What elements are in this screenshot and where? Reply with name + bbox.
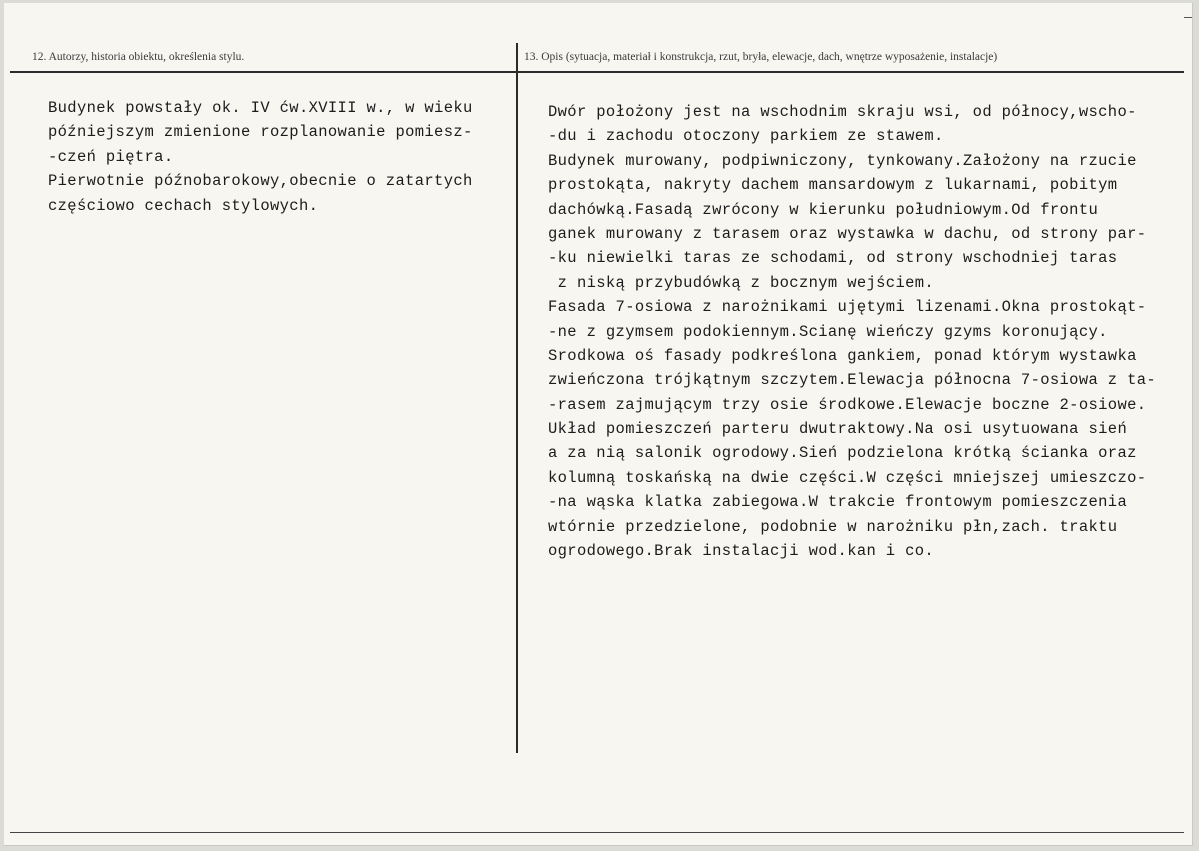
record-card <box>4 3 1193 846</box>
text-line: Układ pomieszczeń parteru dwutraktowy.Na osi usytuowana sień <box>548 420 1128 439</box>
section-13-text <box>548 100 1156 563</box>
text-line: -du i zachodu otoczony parkiem ze stawem. <box>548 127 944 146</box>
text-line: Srodkowa oś fasady podkreślona gankiem, ponad którym wystawka <box>548 346 1137 365</box>
text-line: -na wąska klatka zabiegowa.W trakcie frontowym pomieszczenia <box>548 493 1128 512</box>
text-line: Dwór położony jest na wschodnim skraju wsi, od północy,wscho- <box>548 103 1137 121</box>
text-line: ogrodowego.Brak instalacji wod.kan i co. <box>548 542 935 561</box>
header-divider <box>10 71 1184 73</box>
text-line: -ne z gzymsem podokiennym.Scianę wieńczy gzyms koronujący. <box>548 322 1108 341</box>
text-line: -ku niewielki taras ze schodami, od strony wschodniej taras <box>548 249 1118 268</box>
column-divider <box>516 43 518 753</box>
text-line: późniejszym zmienione rozplanowanie pomiesz- <box>48 123 473 142</box>
section-13-header: 13. Opis (sytuacja, materiał i konstrukcja, rzut, bryła, elewacje, dach, wnętrze wyposażenie, instalacje) <box>524 51 998 63</box>
text-line: prostokąta, nakryty dachem mansardowym z lukarnami, pobitym <box>548 176 1118 195</box>
text-line: -czeń piętra. <box>48 147 174 166</box>
text-line: częściowo cechach stylowych. <box>48 196 319 215</box>
section-12-header: 12. Autorzy, historia obiektu, określenia stylu. <box>32 51 245 63</box>
text-line: dachówką.Fasadą zwrócony w kierunku południowym.Od frontu <box>548 200 1099 219</box>
text-line: kolumną toskańską na dwie części.W części mniejszej umieszczo- <box>548 468 1147 487</box>
text-line: wtórnie przedzielone, podobnie w narożniku płn,zach. traktu <box>548 517 1118 536</box>
section-12-text <box>48 96 473 218</box>
text-line: Budynek powstały ok. IV ćw.XVIII w., w wieku <box>48 99 473 117</box>
text-line: Pierwotnie późnobarokowy,obecnie o zatartych <box>48 172 473 191</box>
text-line: Fasada 7-osiowa z narożnikami ujętymi lizenami.Okna prostokąt- <box>548 298 1147 317</box>
text-line: -rasem zajmującym trzy osie środkowe.Elewacje boczne 2-osiowe. <box>548 395 1147 414</box>
bottom-rule <box>10 832 1184 833</box>
text-line: Budynek murowany, podpiwniczony, tynkowany.Założony na rzucie <box>548 151 1137 170</box>
text-line: ganek murowany z tarasem oraz wystawka w dachu, od strony par- <box>548 224 1147 243</box>
text-line: zwieńczona trójkątnym szczytem.Elewacja północna 7-osiowa z ta- <box>548 371 1157 390</box>
text-line: a za nią salonik ogrodowy.Sień podzielona krótką ścianka oraz <box>548 444 1137 463</box>
text-line: z niską przybudówką z bocznym wejściem. <box>548 273 935 292</box>
edge-mark <box>1184 17 1192 18</box>
